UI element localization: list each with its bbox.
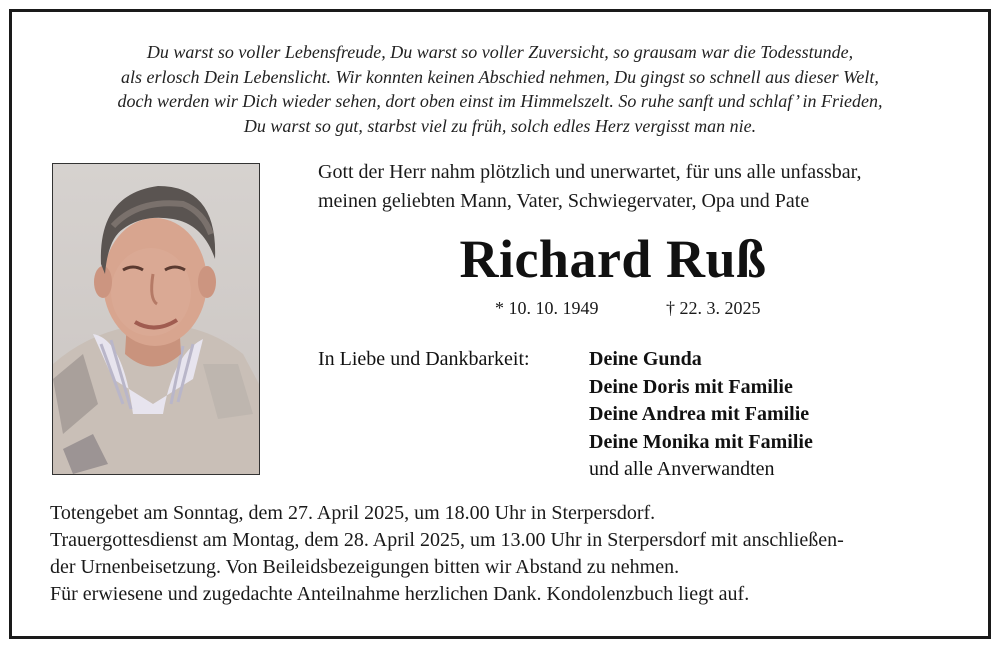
poem-line: Du warst so gut, starbst viel zu früh, solch edles Herz vergisst man nie. <box>243 115 757 136</box>
notice-line: Trauergottesdienst am Montag, dem 28. April 2025, um 13.00 Uhr in Sterpersdorf mit anschließen- <box>50 529 844 551</box>
poem-line: als erlosch Dein Lebenslicht. Wir konnten keinen Abschied nehmen, Du gingst so schnell aus dieser Welt, <box>121 66 879 87</box>
death-date: † 22. 3. 2025 <box>666 298 761 318</box>
mourners-list <box>589 346 813 484</box>
notice-line: Für erwiesene und zugedachte Anteilnahme herzlichen Dank. Kondolenzbuch liegt auf. <box>50 583 750 605</box>
intro-line: Gott der Herr nahm plötzlich und unerwartet, für uns alle unfassbar, <box>318 161 862 183</box>
poem-line: Du warst so voller Lebensfreude, Du warst so voller Zuversicht, so grausam war die Todesstunde, <box>146 42 854 62</box>
announcement-intro <box>318 158 958 216</box>
other-relatives: und alle Anverwandten <box>589 458 775 480</box>
service-notice <box>50 500 960 608</box>
poem-line: doch werden wir Dich wieder sehen, dort oben einst im Himmelszelt. So ruhe sanft und schlaf’ in Frieden, <box>117 91 883 111</box>
intro-line: meinen geliebten Mann, Vater, Schwiegervater, Opa und Pate <box>318 190 810 212</box>
mourner-name: Deine Gunda <box>589 348 702 370</box>
birth-date: * 10. 10. 1949 <box>495 298 599 318</box>
portrait-photo <box>52 163 260 475</box>
notice-line: Totengebet am Sonntag, dem 27. April 2025, um 18.00 Uhr in Sterpersdorf. <box>50 502 656 524</box>
notice-line: der Urnenbeisetzung. Von Beileidsbezeigungen bitten wir Abstand zu nehmen. <box>50 556 680 578</box>
deceased-name: Richard Ruß <box>459 229 767 289</box>
mourner-name: Deine Monika mit Familie <box>589 430 813 453</box>
mourner-name: Deine Doris mit Familie <box>589 375 793 398</box>
mourner-name: Deine Andrea mit Familie <box>589 403 810 425</box>
mourners-label: In Liebe und Dankbarkeit: <box>318 348 530 370</box>
portrait-illustration <box>53 164 259 474</box>
memorial-poem <box>40 40 960 138</box>
